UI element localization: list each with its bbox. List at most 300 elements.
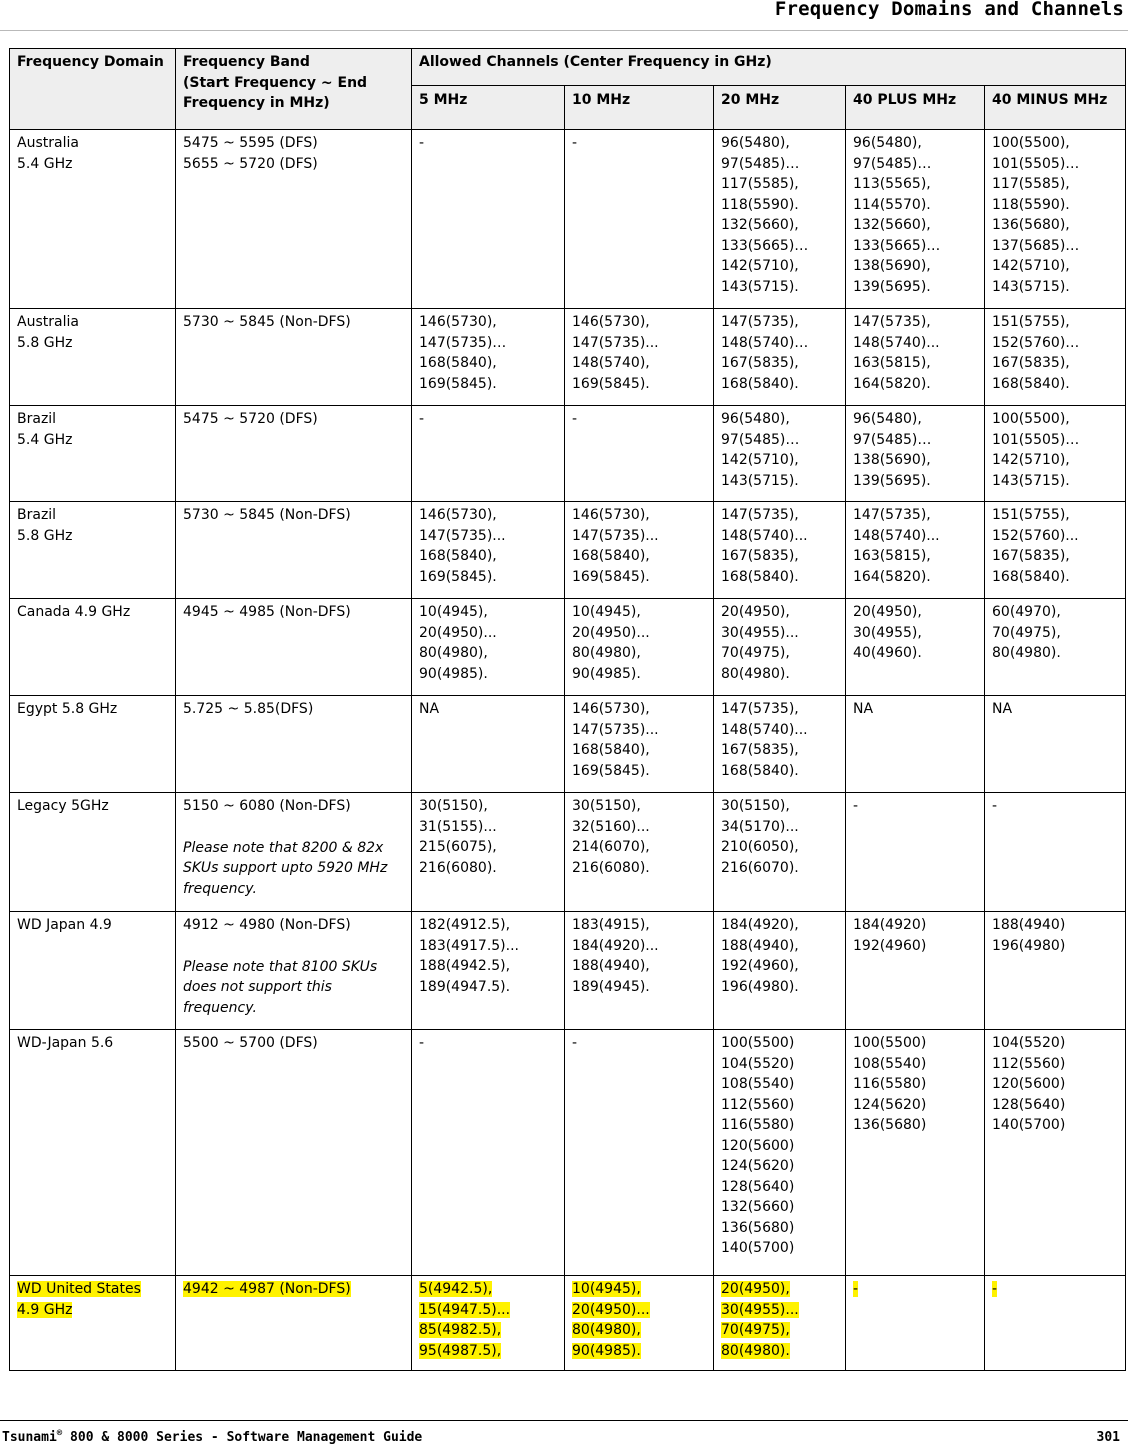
cell-line: 96(5480),	[853, 411, 922, 427]
cell-line: 10(4945),	[419, 604, 488, 620]
cell-line	[17, 1279, 168, 1300]
cell-line: 164(5820).	[853, 375, 931, 392]
cell-line: 80(4980),	[572, 645, 641, 661]
cell-line: 143(5715).	[721, 278, 799, 295]
cell-band	[176, 696, 412, 793]
cell-line: 147(5735),	[853, 314, 931, 330]
cell-line	[721, 1300, 838, 1321]
cell-line: Australia	[17, 135, 79, 151]
page-header	[0, 0, 1128, 31]
table-body	[10, 130, 1126, 1371]
page-footer	[0, 1420, 1128, 1448]
cell-line: -	[572, 411, 578, 427]
cell-line: 182(4912.5),	[419, 917, 511, 933]
highlight-mark: 90(4985).	[572, 1342, 641, 1359]
cell-domain	[10, 1030, 176, 1276]
cell-40plus	[846, 1276, 985, 1371]
cell-line: 152(5760)...	[992, 527, 1079, 544]
cell-line: 169(5845).	[419, 568, 497, 585]
cell-20mhz	[714, 793, 846, 912]
cell-line: 188(4940)	[992, 917, 1066, 933]
cell-line: 30(4955),	[853, 624, 922, 641]
table-row	[10, 599, 1126, 696]
header-10mhz: 10 MHz	[565, 86, 714, 130]
cell-line	[572, 1279, 706, 1300]
cell-line: -	[853, 798, 859, 814]
cell-line: 5500 ~ 5700 (DFS)	[183, 1035, 318, 1051]
cell-40minus	[985, 1030, 1126, 1276]
highlight-mark: 80(4980),	[572, 1322, 641, 1338]
highlight-mark: 4.9 GHz	[17, 1301, 73, 1318]
cell-line: 5150 ~ 6080 (Non-DFS)	[183, 798, 351, 814]
cell-line: 189(4945).	[572, 978, 650, 995]
guide-title-suffix: 800 & 8000 Series - Software Management Guide	[62, 1430, 423, 1445]
cell-line: Brazil	[17, 411, 57, 427]
cell-line	[17, 1300, 168, 1321]
cell-line: 183(4917.5)...	[419, 937, 519, 954]
cell-line: 167(5835),	[721, 548, 799, 564]
cell-line: 148(5740)…	[721, 334, 809, 351]
cell-line: 188(4940),	[721, 937, 799, 954]
highlight-mark: 20(4950)...	[572, 1301, 650, 1318]
cell-line: -	[992, 798, 998, 814]
cell-line: 40(4960).	[853, 645, 922, 661]
cell-20mhz	[714, 696, 846, 793]
cell-line: 167(5835),	[721, 355, 799, 371]
cell-line: 132(5660),	[721, 217, 799, 233]
table-header-row	[10, 49, 1126, 86]
header-band-line1: Frequency Band	[183, 54, 310, 70]
cell-line: 151(5755),	[992, 314, 1070, 330]
cell-line: 118(5590).	[721, 196, 799, 213]
cell-line: 5.725 ~ 5.85(DFS)	[183, 701, 314, 717]
cell-domain	[10, 599, 176, 696]
cell-40minus	[985, 1276, 1126, 1371]
cell-line: 96(5480),	[721, 135, 790, 151]
cell-line: 70(4975),	[992, 624, 1061, 641]
cell-line: 20(4950),	[721, 604, 790, 620]
cell-line	[572, 1341, 706, 1362]
cell-line: 216(6070).	[721, 859, 799, 876]
highlight-mark: 10(4945),	[572, 1281, 641, 1297]
cell-line: 138(5690),	[853, 258, 931, 274]
cell-line: 143(5715).	[721, 472, 799, 489]
table-row	[10, 793, 1126, 912]
cell-line: 118(5590).	[992, 196, 1070, 213]
band-note: Please note that 8200 & 82x SKUs support upto 5920 MHz frequency.	[183, 839, 388, 897]
cell-line	[992, 1279, 1118, 1300]
cell-line: 101(5505)…	[992, 155, 1080, 172]
cell-line: 151(5755),	[992, 507, 1070, 523]
table-row	[10, 502, 1126, 599]
cell-line: 196(4980).	[721, 978, 799, 995]
cell-line: 138(5690),	[853, 452, 931, 468]
cell-10mhz	[565, 1030, 714, 1276]
cell-line: 100(5500)	[853, 1035, 927, 1051]
cell-line: 30(5150),	[419, 798, 488, 814]
cell-line: 169(5845).	[572, 568, 650, 585]
cell-line	[572, 1320, 706, 1341]
cell-line: 189(4947.5).	[419, 978, 511, 995]
cell-10mhz	[565, 912, 714, 1030]
cell-band	[176, 912, 412, 1030]
cell-line: 10(4945),	[572, 604, 641, 620]
cell-line: 117(5585),	[992, 176, 1070, 192]
cell-line: 128(5640)	[992, 1096, 1066, 1113]
cell-line: 20(4950),	[853, 604, 922, 620]
cell-line: 5730 ~ 5845 (Non-DFS)	[183, 314, 351, 330]
cell-20mhz	[714, 1030, 846, 1276]
cell-line: 97(5485)…	[721, 431, 800, 448]
cell-domain	[10, 309, 176, 406]
cell-line	[721, 1341, 838, 1362]
cell-line: 70(4975),	[721, 645, 790, 661]
cell-line: 34(5170)...	[721, 818, 799, 835]
cell-10mhz	[565, 1276, 714, 1371]
cell-line: 152(5760)…	[992, 334, 1080, 351]
cell-20mhz	[714, 309, 846, 406]
highlight-mark: -	[992, 1281, 998, 1297]
cell-line: 140(5700)	[992, 1117, 1066, 1133]
cell-line: Legacy 5GHz	[17, 798, 109, 814]
cell-band	[176, 502, 412, 599]
cell-40plus	[846, 696, 985, 793]
cell-line: 196(4980)	[992, 937, 1066, 954]
cell-line: 148(5740),	[572, 355, 650, 371]
cell-10mhz	[565, 793, 714, 912]
cell-line: 116(5580)	[721, 1117, 795, 1133]
cell-line	[572, 1300, 706, 1321]
cell-5mhz	[412, 599, 565, 696]
cell-line: 5.4 GHz	[17, 155, 73, 172]
cell-band	[176, 1030, 412, 1276]
cell-line: 184(4920),	[721, 917, 799, 933]
highlight-mark: -	[853, 1281, 859, 1297]
cell-line: 112(5560)	[992, 1055, 1066, 1072]
cell-line: 214(6070),	[572, 839, 650, 855]
cell-5mhz	[412, 130, 565, 309]
cell-line: 147(5735)…	[419, 334, 507, 351]
cell-line: 169(5845).	[572, 762, 650, 779]
cell-40plus	[846, 1030, 985, 1276]
cell-line: 163(5815),	[853, 355, 931, 371]
cell-line: 168(5840),	[419, 548, 497, 564]
cell-line: 104(5520)	[992, 1035, 1066, 1051]
highlight-mark: 15(4947.5)...	[419, 1301, 511, 1318]
cell-line: 96(5480),	[853, 135, 922, 151]
cell-line: 148(5740)...	[853, 334, 940, 351]
cell-line: 184(4920)...	[572, 937, 659, 954]
cell-line: 136(5680)	[853, 1117, 927, 1133]
cell-line: 132(5660),	[853, 217, 931, 233]
cell-domain	[10, 130, 176, 309]
cell-line: 216(6080).	[572, 859, 650, 876]
cell-line: 101(5505)…	[992, 431, 1080, 448]
cell-line: 168(5840),	[419, 355, 497, 371]
cell-line: 143(5715).	[992, 278, 1070, 295]
cell-line: 132(5660)	[721, 1199, 795, 1215]
header-frequency-domain: Frequency Domain	[10, 49, 176, 130]
cell-line: 142(5710),	[992, 258, 1070, 274]
cell-line: 112(5560)	[721, 1096, 795, 1113]
cell-40plus	[846, 793, 985, 912]
band-note: Please note that 8100 SKUs does not support this frequency.	[183, 958, 378, 1016]
cell-line: 30(5150),	[572, 798, 641, 814]
cell-line: 97(5485)…	[721, 155, 800, 172]
cell-line: 120(5600)	[992, 1076, 1066, 1092]
cell-line: 168(5840).	[721, 762, 799, 779]
highlight-mark: 20(4950),	[721, 1281, 790, 1297]
cell-line: 117(5585),	[721, 176, 799, 192]
cell-20mhz	[714, 502, 846, 599]
cell-domain	[10, 793, 176, 912]
cell-40minus	[985, 502, 1126, 599]
cell-line: 163(5815),	[853, 548, 931, 564]
table-row	[10, 1276, 1126, 1371]
cell-line: Brazil	[17, 507, 57, 523]
header-allowed-channels: Allowed Channels (Center Frequency in GHz)	[412, 49, 1126, 86]
header-frequency-band	[176, 49, 412, 130]
cell-line: 97(5485)…	[853, 155, 932, 172]
cell-line: 116(5580)	[853, 1076, 927, 1092]
cell-line: 168(5840),	[572, 548, 650, 564]
cell-line: 188(4940),	[572, 958, 650, 974]
cell-band	[176, 130, 412, 309]
cell-line: 147(5735),	[721, 701, 799, 717]
cell-line	[183, 1279, 404, 1300]
cell-40minus	[985, 406, 1126, 502]
cell-line	[419, 1300, 557, 1321]
cell-20mhz	[714, 599, 846, 696]
cell-line	[419, 1279, 557, 1300]
cell-40plus	[846, 912, 985, 1030]
header-40plus: 40 PLUS MHz	[846, 86, 985, 130]
cell-5mhz	[412, 1030, 565, 1276]
cell-5mhz	[412, 1276, 565, 1371]
header-20mhz: 20 MHz	[714, 86, 846, 130]
cell-line: 167(5835),	[992, 355, 1070, 371]
cell-line: 137(5685)…	[992, 237, 1080, 254]
cell-line: 184(4920)	[853, 917, 927, 933]
cell-line: 114(5570).	[853, 196, 931, 213]
cell-line: 146(5730),	[419, 507, 497, 523]
cell-20mhz	[714, 912, 846, 1030]
cell-line: Egypt 5.8 GHz	[17, 701, 118, 717]
cell-20mhz	[714, 1276, 846, 1371]
cell-band	[176, 1276, 412, 1371]
cell-10mhz	[565, 502, 714, 599]
cell-line: 5475 ~ 5720 (DFS)	[183, 411, 318, 427]
table-row	[10, 1030, 1126, 1276]
cell-line: 100(5500)	[721, 1035, 795, 1051]
cell-line: -	[419, 135, 425, 151]
cell-line: 147(5735)...	[419, 527, 506, 544]
highlight-mark: 70(4975),	[721, 1322, 790, 1338]
cell-line: 100(5500),	[992, 411, 1070, 427]
cell-line	[419, 1320, 557, 1341]
cell-5mhz	[412, 406, 565, 502]
cell-40minus	[985, 793, 1126, 912]
cell-line	[419, 1341, 557, 1362]
cell-line: NA	[992, 701, 1013, 717]
cell-line: -	[419, 1035, 425, 1051]
cell-line: 142(5710),	[992, 452, 1070, 468]
cell-line: 169(5845).	[419, 375, 497, 392]
cell-line: 5.8 GHz	[17, 527, 73, 544]
cell-band	[176, 309, 412, 406]
cell-line: 142(5710),	[721, 258, 799, 274]
cell-line: 168(5840).	[721, 375, 799, 392]
cell-line: WD-Japan 5.6	[17, 1035, 114, 1051]
cell-line: 5655 ~ 5720 (DFS)	[183, 155, 318, 172]
header-40minus: 40 MINUS MHz	[985, 86, 1126, 130]
cell-line: 188(4942.5),	[419, 958, 511, 974]
cell-line: 5475 ~ 5595 (DFS)	[183, 135, 318, 151]
cell-line: 147(5735),	[853, 507, 931, 523]
cell-line: 147(5735),	[721, 507, 799, 523]
cell-line: 146(5730),	[572, 701, 650, 717]
cell-line: 96(5480),	[721, 411, 790, 427]
cell-10mhz	[565, 406, 714, 502]
guide-title-prefix: Tsunami	[2, 1430, 57, 1445]
cell-40minus	[985, 309, 1126, 406]
cell-line: 146(5730),	[572, 314, 650, 330]
cell-10mhz	[565, 599, 714, 696]
cell-40minus	[985, 599, 1126, 696]
header-band-line2: (Start Frequency ~ End Frequency in MHz)	[183, 74, 368, 111]
cell-line	[721, 1320, 838, 1341]
table-row	[10, 696, 1126, 793]
cell-5mhz	[412, 912, 565, 1030]
cell-line: NA	[853, 701, 874, 717]
cell-line: 139(5695).	[853, 472, 931, 489]
cell-line: 147(5735)...	[572, 721, 659, 738]
cell-line: 168(5840).	[992, 375, 1070, 392]
cell-line: Canada 4.9 GHz	[17, 604, 131, 620]
table-row	[10, 309, 1126, 406]
cell-5mhz	[412, 502, 565, 599]
cell-line	[853, 1279, 977, 1300]
cell-10mhz	[565, 696, 714, 793]
cell-line: Australia	[17, 314, 79, 330]
cell-10mhz	[565, 130, 714, 309]
highlight-mark: 85(4982.5),	[419, 1322, 502, 1338]
cell-line: 113(5565),	[853, 176, 931, 192]
cell-line: 4945 ~ 4985 (Non-DFS)	[183, 604, 351, 620]
cell-line: 124(5620)	[853, 1096, 927, 1113]
cell-line: 133(5665)…	[721, 237, 809, 254]
cell-10mhz	[565, 309, 714, 406]
cell-line: 169(5845).	[572, 375, 650, 392]
table-row	[10, 912, 1126, 1030]
cell-line: 20(4950)...	[572, 624, 650, 641]
cell-line: 100(5500),	[992, 135, 1070, 151]
cell-domain	[10, 502, 176, 599]
cell-40minus	[985, 696, 1126, 793]
cell-5mhz	[412, 793, 565, 912]
table-row	[10, 130, 1126, 309]
cell-domain	[10, 1276, 176, 1371]
cell-line: 80(4980).	[992, 645, 1061, 661]
cell-line: 148(5740)...	[721, 721, 808, 738]
highlight-mark: 5(4942.5),	[419, 1281, 493, 1297]
cell-40plus	[846, 599, 985, 696]
cell-line: 142(5710),	[721, 452, 799, 468]
cell-line: WD Japan 4.9	[17, 917, 112, 933]
cell-domain	[10, 406, 176, 502]
cell-line: 168(5840).	[721, 568, 799, 585]
cell-line: 108(5540)	[853, 1055, 927, 1072]
cell-line: 167(5835),	[721, 742, 799, 758]
cell-line: 147(5735)...	[572, 527, 659, 544]
cell-line: 147(5735)...	[572, 334, 659, 351]
cell-line: 30(4955)...	[721, 624, 799, 641]
cell-line: 140(5700)	[721, 1240, 795, 1256]
cell-line: 167(5835),	[992, 548, 1070, 564]
cell-line: 146(5730),	[572, 507, 650, 523]
cell-line: 108(5540)	[721, 1076, 795, 1092]
cell-line: 90(4985).	[572, 665, 641, 682]
cell-line: 139(5695).	[853, 278, 931, 295]
cell-line: 136(5680),	[992, 217, 1070, 233]
cell-line: 30(5150),	[721, 798, 790, 814]
cell-line: 215(6075),	[419, 839, 497, 855]
cell-line: 210(6050),	[721, 839, 799, 855]
cell-line: 192(4960),	[721, 958, 799, 974]
cell-line: 143(5715).	[992, 472, 1070, 489]
cell-20mhz	[714, 406, 846, 502]
cell-line: 124(5620)	[721, 1158, 795, 1174]
cell-line: -	[572, 135, 578, 151]
cell-line: 5.8 GHz	[17, 334, 73, 351]
guide-title	[2, 1430, 422, 1445]
cell-line: 146(5730),	[419, 314, 497, 330]
cell-line: -	[572, 1035, 578, 1051]
cell-line: 192(4960)	[853, 937, 927, 954]
cell-line: 80(4980).	[721, 665, 790, 682]
cell-line: 183(4915),	[572, 917, 650, 933]
cell-line: 164(5820).	[853, 568, 931, 585]
cell-40plus	[846, 309, 985, 406]
cell-line: 60(4970),	[992, 604, 1061, 620]
header-5mhz: 5 MHz	[412, 86, 565, 130]
highlight-mark: WD United States	[17, 1281, 141, 1297]
cell-line: 128(5640)	[721, 1178, 795, 1195]
cell-line: 136(5680)	[721, 1219, 795, 1236]
cell-domain	[10, 696, 176, 793]
cell-40minus	[985, 912, 1126, 1030]
cell-line: 31(5155)...	[419, 818, 497, 835]
cell-line: -	[419, 411, 425, 427]
cell-line: 4912 ~ 4980 (Non-DFS)	[183, 917, 351, 933]
cell-5mhz	[412, 696, 565, 793]
highlight-mark: 4942 ~ 4987 (Non-DFS)	[183, 1281, 351, 1297]
cell-line: 168(5840),	[572, 742, 650, 758]
table-row	[10, 406, 1126, 502]
cell-line: 80(4980),	[419, 645, 488, 661]
cell-band	[176, 599, 412, 696]
highlight-mark: 30(4955)...	[721, 1301, 799, 1318]
cell-line: 148(5740)...	[721, 527, 808, 544]
cell-line: 104(5520)	[721, 1055, 795, 1072]
cell-line: 168(5840).	[992, 568, 1070, 585]
cell-band	[176, 793, 412, 912]
cell-line: 90(4985).	[419, 665, 488, 682]
page-number: 301	[1096, 1430, 1120, 1445]
registered-mark: ®	[56, 1428, 63, 1439]
cell-20mhz	[714, 130, 846, 309]
cell-line: 133(5665)…	[853, 237, 941, 254]
